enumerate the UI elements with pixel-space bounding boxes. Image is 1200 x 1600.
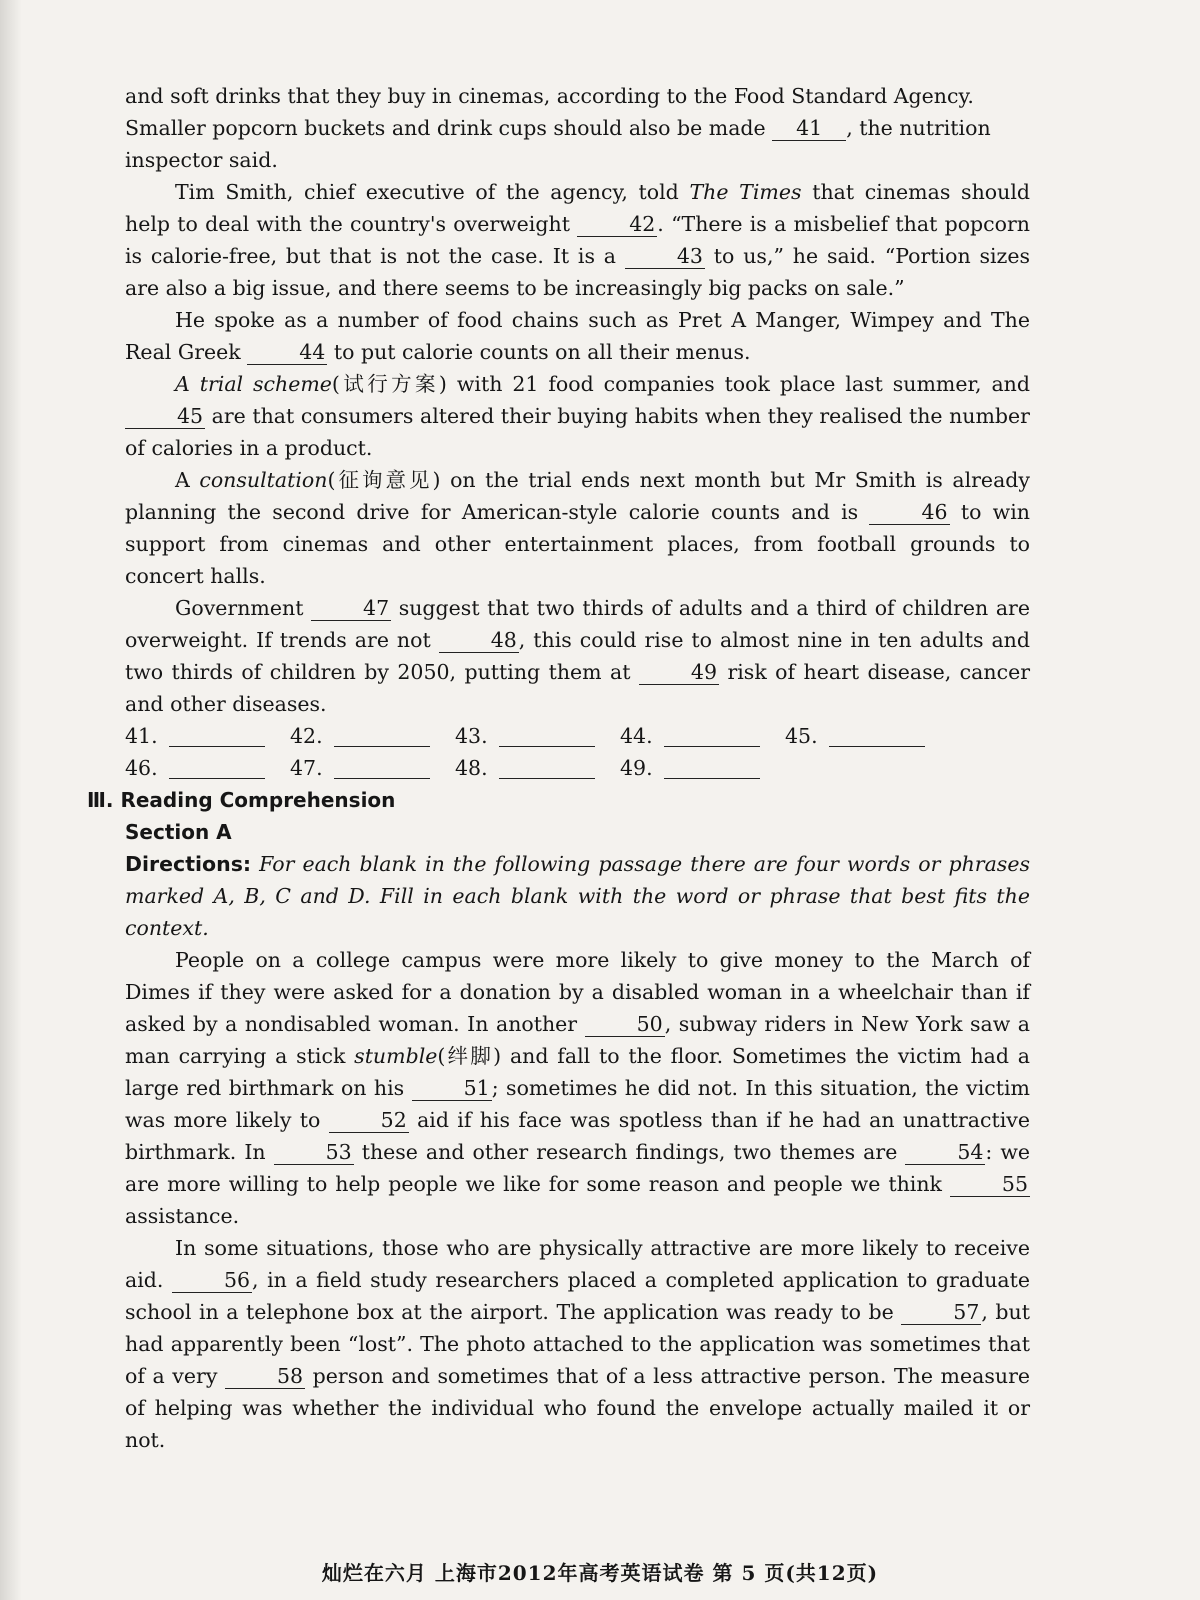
answer-field-43[interactable] bbox=[499, 724, 595, 747]
para-people-campus: People on a college campus were more likely to give money to the March of Dimes if they were asked for a donation by a disabled woman in a wheelchair than if asked by a nondisabled woman. In another 50, subway riders in New York saw a man carrying a stick stumble(绊脚) and fall to the floor. Sometimes the victim had a large red birthmark on his 51; sometimes he did not. In this situation, the victim was more likely to 52 aid if his face was spotless than if he had an unattractive birthmark. In 53 these and other research findings, two themes are 54: we are more willing to help people we like for some reason and people we think 55 assistance. bbox=[125, 948, 1031, 1228]
section-heading-a: Section A bbox=[125, 820, 232, 844]
para-smaller: Smaller popcorn buckets and drink cups should also be made 41 , the nutrition inspector said. bbox=[125, 116, 991, 172]
para-tim-smith: Tim Smith, chief executive of the agency, told The Times that cinemas should help to deal with the country's overweight 42. “There is a misbelief that popcorn is calorie-free, but that is not the case. It is a 43 to us,” he said. “Portion sizes are also a big issue, and there seems to be increasingly big packs on sale.” bbox=[125, 180, 1031, 300]
answer-field-49[interactable] bbox=[664, 756, 760, 779]
answer-field-41[interactable] bbox=[169, 724, 265, 747]
answer-field-46[interactable] bbox=[169, 756, 265, 779]
para-government: Government 47 suggest that two thirds of adults and a third of children are overweight. If trends are not 48, this could rise to almost nine in ten adults and two thirds of children by 2050, putting them at 49 risk of heart disease, cancer and other diseases. bbox=[125, 596, 1030, 716]
blank-42[interactable]: 42 bbox=[577, 212, 657, 237]
blank-50[interactable]: 50 bbox=[585, 1012, 665, 1037]
para-food-chains: He spoke as a number of food chains such as Pret A Manger, Wimpey and The Real Greek 44 to put calorie counts on all their menus. bbox=[125, 308, 1030, 364]
para-cinema-line: and soft drinks that they buy in cinemas, according to the Food Standard Agency. bbox=[125, 84, 974, 108]
blank-49[interactable]: 49 bbox=[639, 660, 719, 685]
blank-48[interactable]: 48 bbox=[439, 628, 519, 653]
blank-45[interactable]: 45 bbox=[125, 404, 205, 429]
blank-55[interactable]: 55 bbox=[950, 1172, 1030, 1197]
blank-56[interactable]: 56 bbox=[172, 1268, 252, 1293]
blank-53[interactable]: 53 bbox=[274, 1140, 354, 1165]
blank-43[interactable]: 43 bbox=[625, 244, 705, 269]
para-trial-scheme: A trial scheme(试行方案) with 21 food companies took place last summer, and 45 are that consumers altered their buying habits when they realised the number of calories in a product. bbox=[125, 372, 1030, 460]
para-consultation: A consultation(征询意见) on the trial ends next month but Mr Smith is already planning the second drive for American-style calorie counts and is 46 to win support from cinemas and other entertainment places, from football grounds to concert halls. bbox=[125, 468, 1030, 588]
para-attractive: In some situations, those who are physically attractive are more likely to receive aid. 56, in a field study researchers placed a completed application to graduate school in a telephone box at the airport. The application was ready to be 57, but had apparently been “lost”. The photo attached to the application was sometimes that of a very 58 person and sometimes that of a less attractive person. The measure of helping was whether the individual who found the envelope actually mailed it or not. bbox=[125, 1236, 1030, 1452]
answer-field-45[interactable] bbox=[829, 724, 925, 747]
answer-field-48[interactable] bbox=[499, 756, 595, 779]
blank-51[interactable]: 51 bbox=[412, 1076, 492, 1101]
blank-47[interactable]: 47 bbox=[311, 596, 391, 621]
blank-46[interactable]: 46 bbox=[869, 500, 949, 525]
answer-field-42[interactable] bbox=[334, 724, 430, 747]
blank-54[interactable]: 54 bbox=[905, 1140, 985, 1165]
scan-edge-shadow bbox=[0, 0, 22, 1600]
blank-41[interactable]: 41 bbox=[772, 116, 846, 141]
blank-44[interactable]: 44 bbox=[247, 340, 327, 365]
section-heading-reading: Ⅲ. Reading Comprehension bbox=[87, 788, 396, 812]
blank-52[interactable]: 52 bbox=[329, 1108, 409, 1133]
page-footer: 灿烂在六月 上海市2012年高考英语试卷 第 5 页(共12页) bbox=[321, 1561, 879, 1585]
page-content bbox=[87, 80, 1031, 1456]
answer-row-1: 41. 42. 43. 44. 45. bbox=[125, 720, 1030, 752]
answer-field-47[interactable] bbox=[334, 756, 430, 779]
blank-58[interactable]: 58 bbox=[225, 1364, 305, 1389]
answer-row-2: 46. 47. 48. 49. bbox=[125, 752, 1030, 784]
directions: Directions: For each blank in the following passage there are four words or phrases marked A, B, C and D. Fill in each blank with the word or phrase that best fits the context. bbox=[125, 852, 1030, 940]
answer-field-44[interactable] bbox=[664, 724, 760, 747]
blank-57[interactable]: 57 bbox=[901, 1300, 981, 1325]
